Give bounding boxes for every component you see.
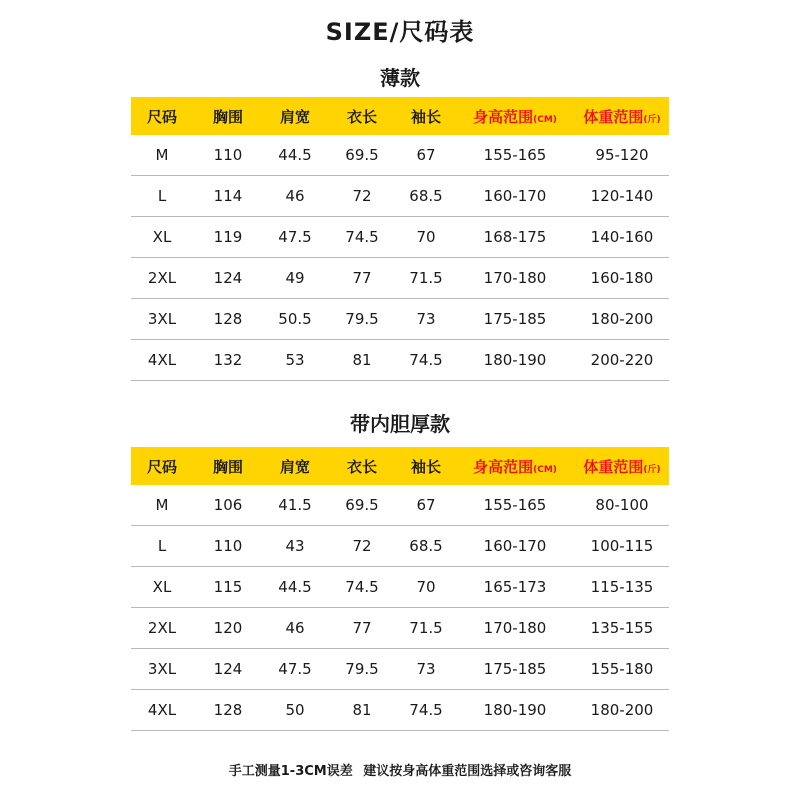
header-shoulder: 肩宽 (279, 457, 310, 476)
size-cell: 2XL (147, 619, 177, 637)
header-shoulder: 肩宽 (279, 107, 310, 126)
shoulder-cell: 47.5 (278, 660, 312, 678)
chest-cell: 110 (213, 537, 243, 555)
table-row (131, 340, 669, 381)
size-cell: 2XL (147, 269, 177, 287)
shoulder-cell: 47.5 (278, 228, 312, 246)
height-range-cell: 155-165 (483, 496, 547, 514)
shoulder-cell: 44.5 (278, 578, 312, 596)
header-height: 身高范围(CM) (473, 457, 557, 476)
weight-range-cell: 180-200 (590, 310, 654, 328)
thick-table-body (131, 485, 669, 731)
size-cell: M (155, 146, 169, 164)
sleeve-cell: 68.5 (409, 187, 443, 205)
thick-header-row (131, 447, 669, 485)
table-row (131, 299, 669, 340)
sleeve-cell: 73 (416, 310, 436, 328)
length-cell: 74.5 (345, 578, 379, 596)
header-sleeve: 袖长 (410, 107, 441, 126)
chest-cell: 114 (213, 187, 243, 205)
sleeve-cell: 67 (416, 146, 436, 164)
shoulder-cell: 50 (285, 701, 305, 719)
table-row (131, 258, 669, 299)
header-size: 尺码 (146, 457, 177, 476)
size-cell: 4XL (147, 701, 177, 719)
chest-cell: 132 (213, 351, 243, 369)
height-range-cell: 160-170 (483, 537, 547, 555)
sleeve-cell: 71.5 (409, 619, 443, 637)
weight-range-cell: 155-180 (590, 660, 654, 678)
size-cell: L (157, 537, 167, 555)
header-height: 身高范围(CM) (473, 107, 557, 126)
sleeve-cell: 74.5 (409, 701, 443, 719)
weight-range-cell: 115-135 (590, 578, 654, 596)
sleeve-cell: 71.5 (409, 269, 443, 287)
shoulder-cell: 50.5 (278, 310, 312, 328)
header-weight: 体重范围(斤) (583, 457, 661, 476)
shoulder-cell: 49 (285, 269, 305, 287)
thin-table-body (131, 135, 669, 381)
length-cell: 69.5 (345, 496, 379, 514)
length-cell: 79.5 (345, 660, 379, 678)
length-cell: 77 (352, 269, 372, 287)
weight-range-cell: 140-160 (590, 228, 654, 246)
footer-note: 手工测量1-3CM误差 建议按身高体重范围选择或咨询客服 (228, 764, 572, 779)
chest-cell: 128 (213, 701, 243, 719)
height-range-cell: 168-175 (483, 228, 547, 246)
chest-cell: 124 (213, 269, 243, 287)
shoulder-cell: 44.5 (278, 146, 312, 164)
sleeve-cell: 74.5 (409, 351, 443, 369)
length-cell: 81 (352, 351, 372, 369)
thin-header-row (131, 97, 669, 135)
length-cell: 72 (352, 537, 372, 555)
table-row (131, 690, 669, 731)
header-chest: 胸围 (212, 107, 243, 126)
header-sleeve: 袖长 (410, 457, 441, 476)
shoulder-cell: 43 (285, 537, 305, 555)
shoulder-cell: 46 (285, 619, 305, 637)
length-cell: 69.5 (345, 146, 379, 164)
table-row (131, 526, 669, 567)
height-range-cell: 155-165 (483, 146, 547, 164)
header-size: 尺码 (146, 107, 177, 126)
weight-range-cell: 120-140 (590, 187, 654, 205)
height-range-cell: 175-185 (483, 660, 547, 678)
length-cell: 77 (352, 619, 372, 637)
header-chest: 胸围 (212, 457, 243, 476)
height-range-cell: 180-190 (483, 351, 547, 369)
size-cell: XL (152, 228, 172, 246)
chest-cell: 115 (213, 578, 243, 596)
weight-range-cell: 95-120 (595, 146, 649, 164)
thin-size-table (131, 97, 669, 381)
size-cell: M (155, 496, 169, 514)
table-row (131, 217, 669, 258)
weight-range-cell: 80-100 (595, 496, 649, 514)
size-cell: L (157, 187, 167, 205)
table-row (131, 176, 669, 217)
weight-range-cell: 200-220 (590, 351, 654, 369)
length-cell: 79.5 (345, 310, 379, 328)
size-cell: XL (152, 578, 172, 596)
table-row (131, 608, 669, 649)
height-range-cell: 165-173 (483, 578, 547, 596)
shoulder-cell: 46 (285, 187, 305, 205)
height-range-cell: 170-180 (483, 619, 547, 637)
thick-size-table (131, 447, 669, 731)
sleeve-cell: 68.5 (409, 537, 443, 555)
header-length: 衣长 (346, 457, 377, 476)
shoulder-cell: 53 (285, 351, 305, 369)
height-range-cell: 180-190 (483, 701, 547, 719)
chest-cell: 106 (213, 496, 243, 514)
weight-range-cell: 160-180 (590, 269, 654, 287)
chest-cell: 120 (213, 619, 243, 637)
size-cell: 3XL (147, 310, 177, 328)
height-range-cell: 160-170 (483, 187, 547, 205)
sleeve-cell: 70 (416, 228, 436, 246)
table-row (131, 567, 669, 608)
weight-range-cell: 100-115 (590, 537, 654, 555)
length-cell: 72 (352, 187, 372, 205)
header-weight: 体重范围(斤) (583, 107, 661, 126)
header-length: 衣长 (346, 107, 377, 126)
weight-range-cell: 135-155 (590, 619, 654, 637)
size-cell: 4XL (147, 351, 177, 369)
thick-section-title: 带内胆厚款 (350, 412, 450, 436)
page-title: SIZE/尺码表 (325, 18, 475, 46)
height-range-cell: 175-185 (483, 310, 547, 328)
table-row (131, 649, 669, 690)
chest-cell: 119 (213, 228, 243, 246)
table-row (131, 485, 669, 526)
sleeve-cell: 67 (416, 496, 436, 514)
chest-cell: 124 (213, 660, 243, 678)
shoulder-cell: 41.5 (278, 496, 312, 514)
length-cell: 74.5 (345, 228, 379, 246)
sleeve-cell: 73 (416, 660, 436, 678)
thin-section-title: 薄款 (380, 66, 420, 90)
length-cell: 81 (352, 701, 372, 719)
sleeve-cell: 70 (416, 578, 436, 596)
chest-cell: 128 (213, 310, 243, 328)
height-range-cell: 170-180 (483, 269, 547, 287)
table-row (131, 135, 669, 176)
chest-cell: 110 (213, 146, 243, 164)
weight-range-cell: 180-200 (590, 701, 654, 719)
size-cell: 3XL (147, 660, 177, 678)
